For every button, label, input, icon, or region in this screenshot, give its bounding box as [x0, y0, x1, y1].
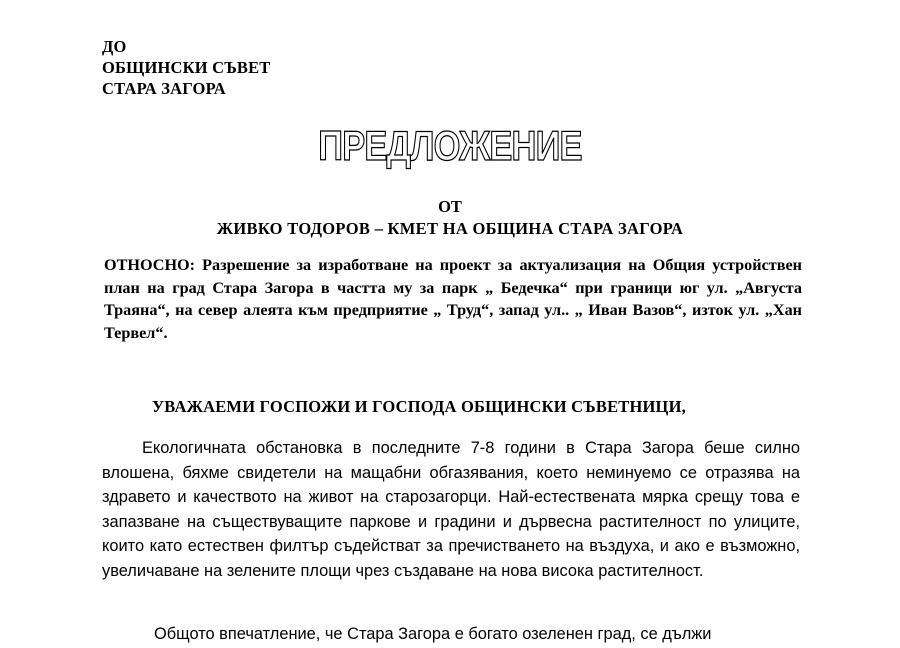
addressee-line: ОБЩИНСКИ СЪВЕТ: [102, 58, 271, 77]
from-label: ОТ: [438, 197, 462, 216]
document-title: ПРЕДЛОЖЕНИЕ: [318, 122, 582, 169]
body-paragraph: Екологичната обстановка в последните 7-8 години в Стара Загора беше силно влошена, бяхме свидетели на мащабни обгазявания, което неминуемо се отразява на здравето и качеството на живот на старозагорци. Най-естествената мярка срещу това е запазване на съществуващите паркове и градини и дървесна растителност по улиците, които като естествен филтър съдействат за пречистването на въздуха, и ако е възможно, увеличаване на зелените площи чрез създаване на нова висока растителност.: [102, 439, 800, 580]
body-paragraph: Общото впечатление, че Стара Загора е богато озеленен град, се дължи: [154, 625, 712, 643]
greeting: УВАЖАЕМИ ГОСПОЖИ И ГОСПОДА ОБЩИНСКИ СЪВЕТНИЦИ,: [152, 397, 686, 416]
addressee-line: СТАРА ЗАГОРА: [102, 79, 226, 98]
from-block: [0, 196, 900, 240]
subject-paragraph: ОТНОСНО: Разрешение за изработване на проект за актуализация на Общия устройствен план на град Стара Загора в частта му за парк „ Бедечка“ при граници юг ул. „Августа Траяна“, на север алеята към предприятие „ Труд“, запад ул.. „ Иван Вазов“, изток ул. „Хан Тервел“.: [104, 256, 802, 342]
addressee-line: ДО: [102, 37, 127, 56]
author-line: ЖИВКО ТОДОРОВ – КМЕТ НА ОБЩИНА СТАРА ЗАГОРА: [216, 219, 684, 238]
addressee-block: [102, 36, 271, 99]
